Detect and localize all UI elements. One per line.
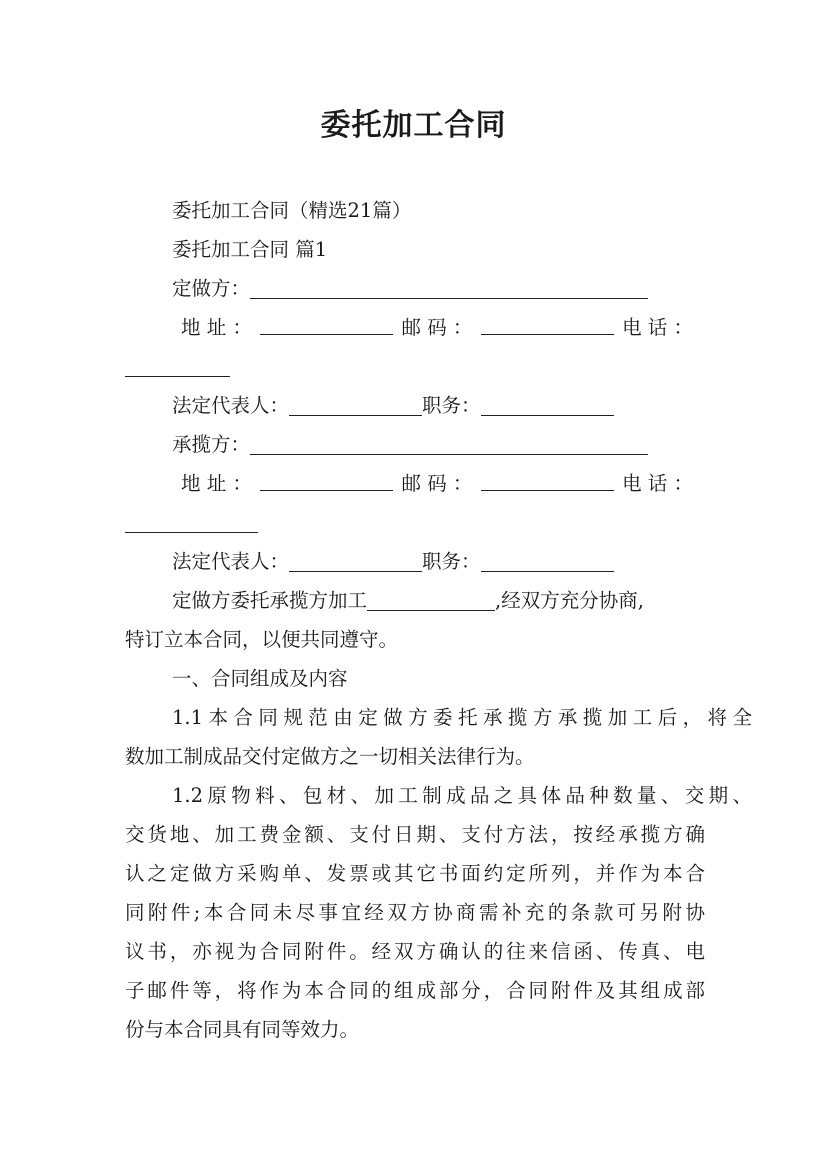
party-b-blank <box>250 428 648 455</box>
party-b-row <box>125 425 752 464</box>
party-a-row <box>125 269 752 308</box>
legal-rep-blank <box>289 545 422 572</box>
paragraph-1-2-line: 同附件;本合同未尽事宜经双方协商需补充的条款可另附协 <box>125 901 705 924</box>
legal-rep-label: 法定代表人： <box>172 550 290 573</box>
product-blank <box>367 584 495 611</box>
party-a-label: 定做方： <box>172 277 251 300</box>
subtitle: 委托加工合同（精选21篇） <box>172 199 412 222</box>
postcode-blank <box>481 464 614 491</box>
position-label: 职务： <box>422 394 481 417</box>
paragraph-1-2-line: 议书，亦视为合同附件。经双方确认的往来信函、传真、电 <box>125 940 705 963</box>
postcode-label: 邮 码 ： <box>401 316 473 339</box>
address-blank <box>260 308 393 335</box>
party-a-address-row <box>125 308 705 347</box>
paragraph-1-2-line: 交货地、加工费金额、支付日期、支付方法，按经承揽方确 <box>125 823 705 846</box>
section-1-heading: 一、合同组成及内容 <box>172 667 348 690</box>
paragraph-1-2-line: 认之定做方采购单、发票或其它书面约定所列，并作为本合 <box>125 862 705 885</box>
party-a-legal-rep-row <box>125 386 752 425</box>
legal-rep-blank <box>289 389 422 416</box>
party-b-legal-rep-row <box>125 542 752 581</box>
party-a-phone-row <box>125 347 705 386</box>
legal-rep-label: 法定代表人： <box>172 394 290 417</box>
intro-text: 定做方委托承揽方加工 <box>172 589 368 612</box>
party-b-label: 承揽方： <box>172 433 251 456</box>
intro-line-1 <box>125 581 752 620</box>
party-b-address-row <box>125 464 705 503</box>
phone-label: 电 话 ： <box>622 472 693 495</box>
party-a-blank <box>250 272 648 299</box>
phone-blank <box>125 506 258 533</box>
address-blank <box>260 464 393 491</box>
paragraph-1-1-line: 1.1本合同规范由定做方委托承揽方承揽加工后，将全 <box>172 706 752 729</box>
part-heading: 委托加工合同 篇1 <box>172 238 328 261</box>
party-b-phone-row <box>125 503 705 542</box>
paragraph-1-1-line: 数加工制成品交付定做方之一切相关法律行为。 <box>125 745 535 768</box>
phone-blank <box>125 350 230 377</box>
position-blank <box>481 389 614 416</box>
paragraph-1-2-line: 子邮件等，将作为本合同的组成部分，合同附件及其组成部 <box>125 979 705 1002</box>
intro-line-2: 特订立本合同，以便共同遵守。 <box>125 628 399 651</box>
address-label: 地 址 ： <box>181 316 252 339</box>
postcode-blank <box>481 308 614 335</box>
position-blank <box>481 545 614 572</box>
document-title: 委托加工合同 <box>320 108 507 143</box>
postcode-label: 邮 码 ： <box>401 472 473 495</box>
position-label: 职务： <box>422 550 481 573</box>
paragraph-1-2-line: 1.2原物料、包材、加工制成品之具体品种数量、交期、 <box>172 784 752 807</box>
paragraph-1-2-line: 份与本合同具有同等效力。 <box>125 1018 360 1041</box>
phone-label: 电 话 ： <box>622 316 693 339</box>
address-label: 地 址 ： <box>181 472 252 495</box>
intro-text-2: ,经双方充分协商, <box>495 589 644 612</box>
